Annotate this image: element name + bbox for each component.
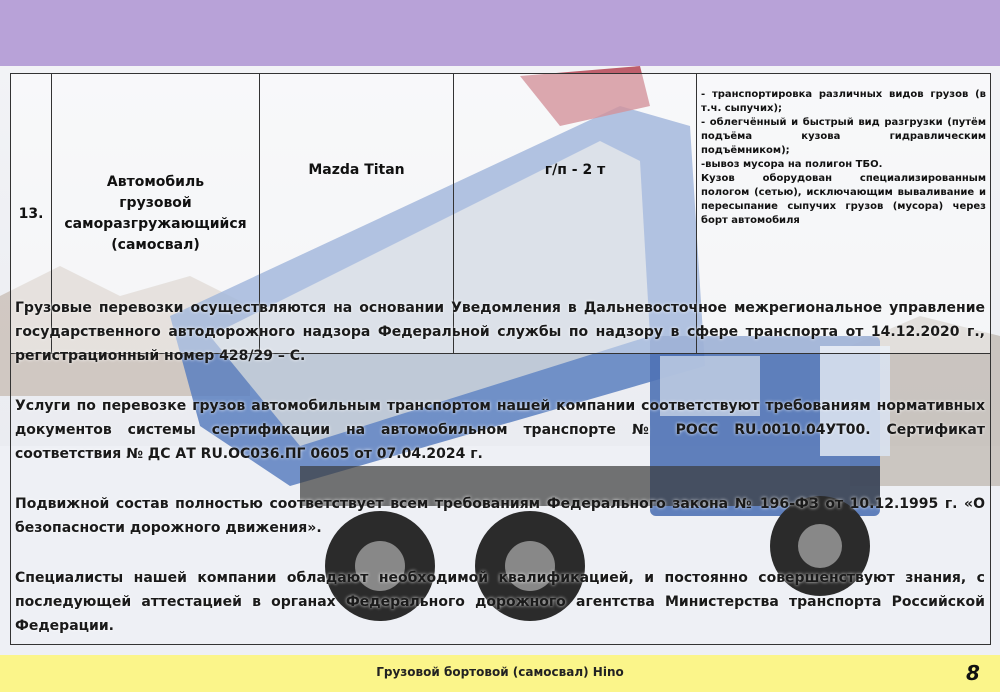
body-text <box>15 296 985 664</box>
description-line: -вывоз мусора на полигон ТБО. <box>701 159 883 170</box>
paragraph-federal-law: Подвижной состав полностью соответствует всем требованиям Федерального закона № 196-ФЗ от 10.12.1995 г. «О безопасности дорожного движения». <box>15 496 985 536</box>
description-line: - транспортировка различных видов грузов (в т.ч. сыпучих); <box>701 89 986 114</box>
vehicle-capacity: г/п - 2 т <box>454 74 697 354</box>
paragraph-notification: Грузовые перевозки осуществляются на основании Уведомления в Дальневосточное межрегиональное управление государственного автодорожного надзора Федеральной службы по надзору в сфере транспорта от 14.12.2020 г., регистрационный номер 428/29 – С. <box>15 300 985 364</box>
page-number: 8 <box>966 661 980 685</box>
vehicle-model: Mazda Titan <box>260 74 454 354</box>
description-line: - облегчённый и быстрый вид разгрузки (путём подъёма кузова гидравлическим подъёмником); <box>701 117 986 156</box>
row-number: 13. <box>11 74 52 354</box>
paragraph-specialists: Специалисты нашей компании обладают необходимой квалификацией, и постоянно совершенствуют знания, с последующей аттестацией в органах Федерального дорожного агентства Министерства транспорта Российской Федерации. <box>15 570 985 634</box>
header-band <box>0 0 1000 66</box>
vehicle-name-line: (самосвал) <box>111 236 200 253</box>
vehicle-name-line: Автомобиль <box>106 173 205 190</box>
vehicle-name-line: грузовой <box>119 194 192 211</box>
photo-caption: Грузовой бортовой (самосвал) Hino <box>376 665 624 679</box>
description-line: Кузов оборудован специализированным пологом (сетью), исключающим вываливание и пересыпание сыпучих грузов (мусора) через борт автомобиля <box>701 173 986 226</box>
vehicle-name-line: саморазгружающийся <box>64 215 247 232</box>
paragraph-certification: Услуги по перевозке грузов автомобильным транспортом нашей компании соответствуют требованиям нормативных документов системы сертификации на автомобильном транспорте № РОСС RU.0010.04УТ00. Сертификат соответствия № ДС АТ RU.ОС036.ПГ 0605 от 07.04.2024 г. <box>15 398 985 462</box>
